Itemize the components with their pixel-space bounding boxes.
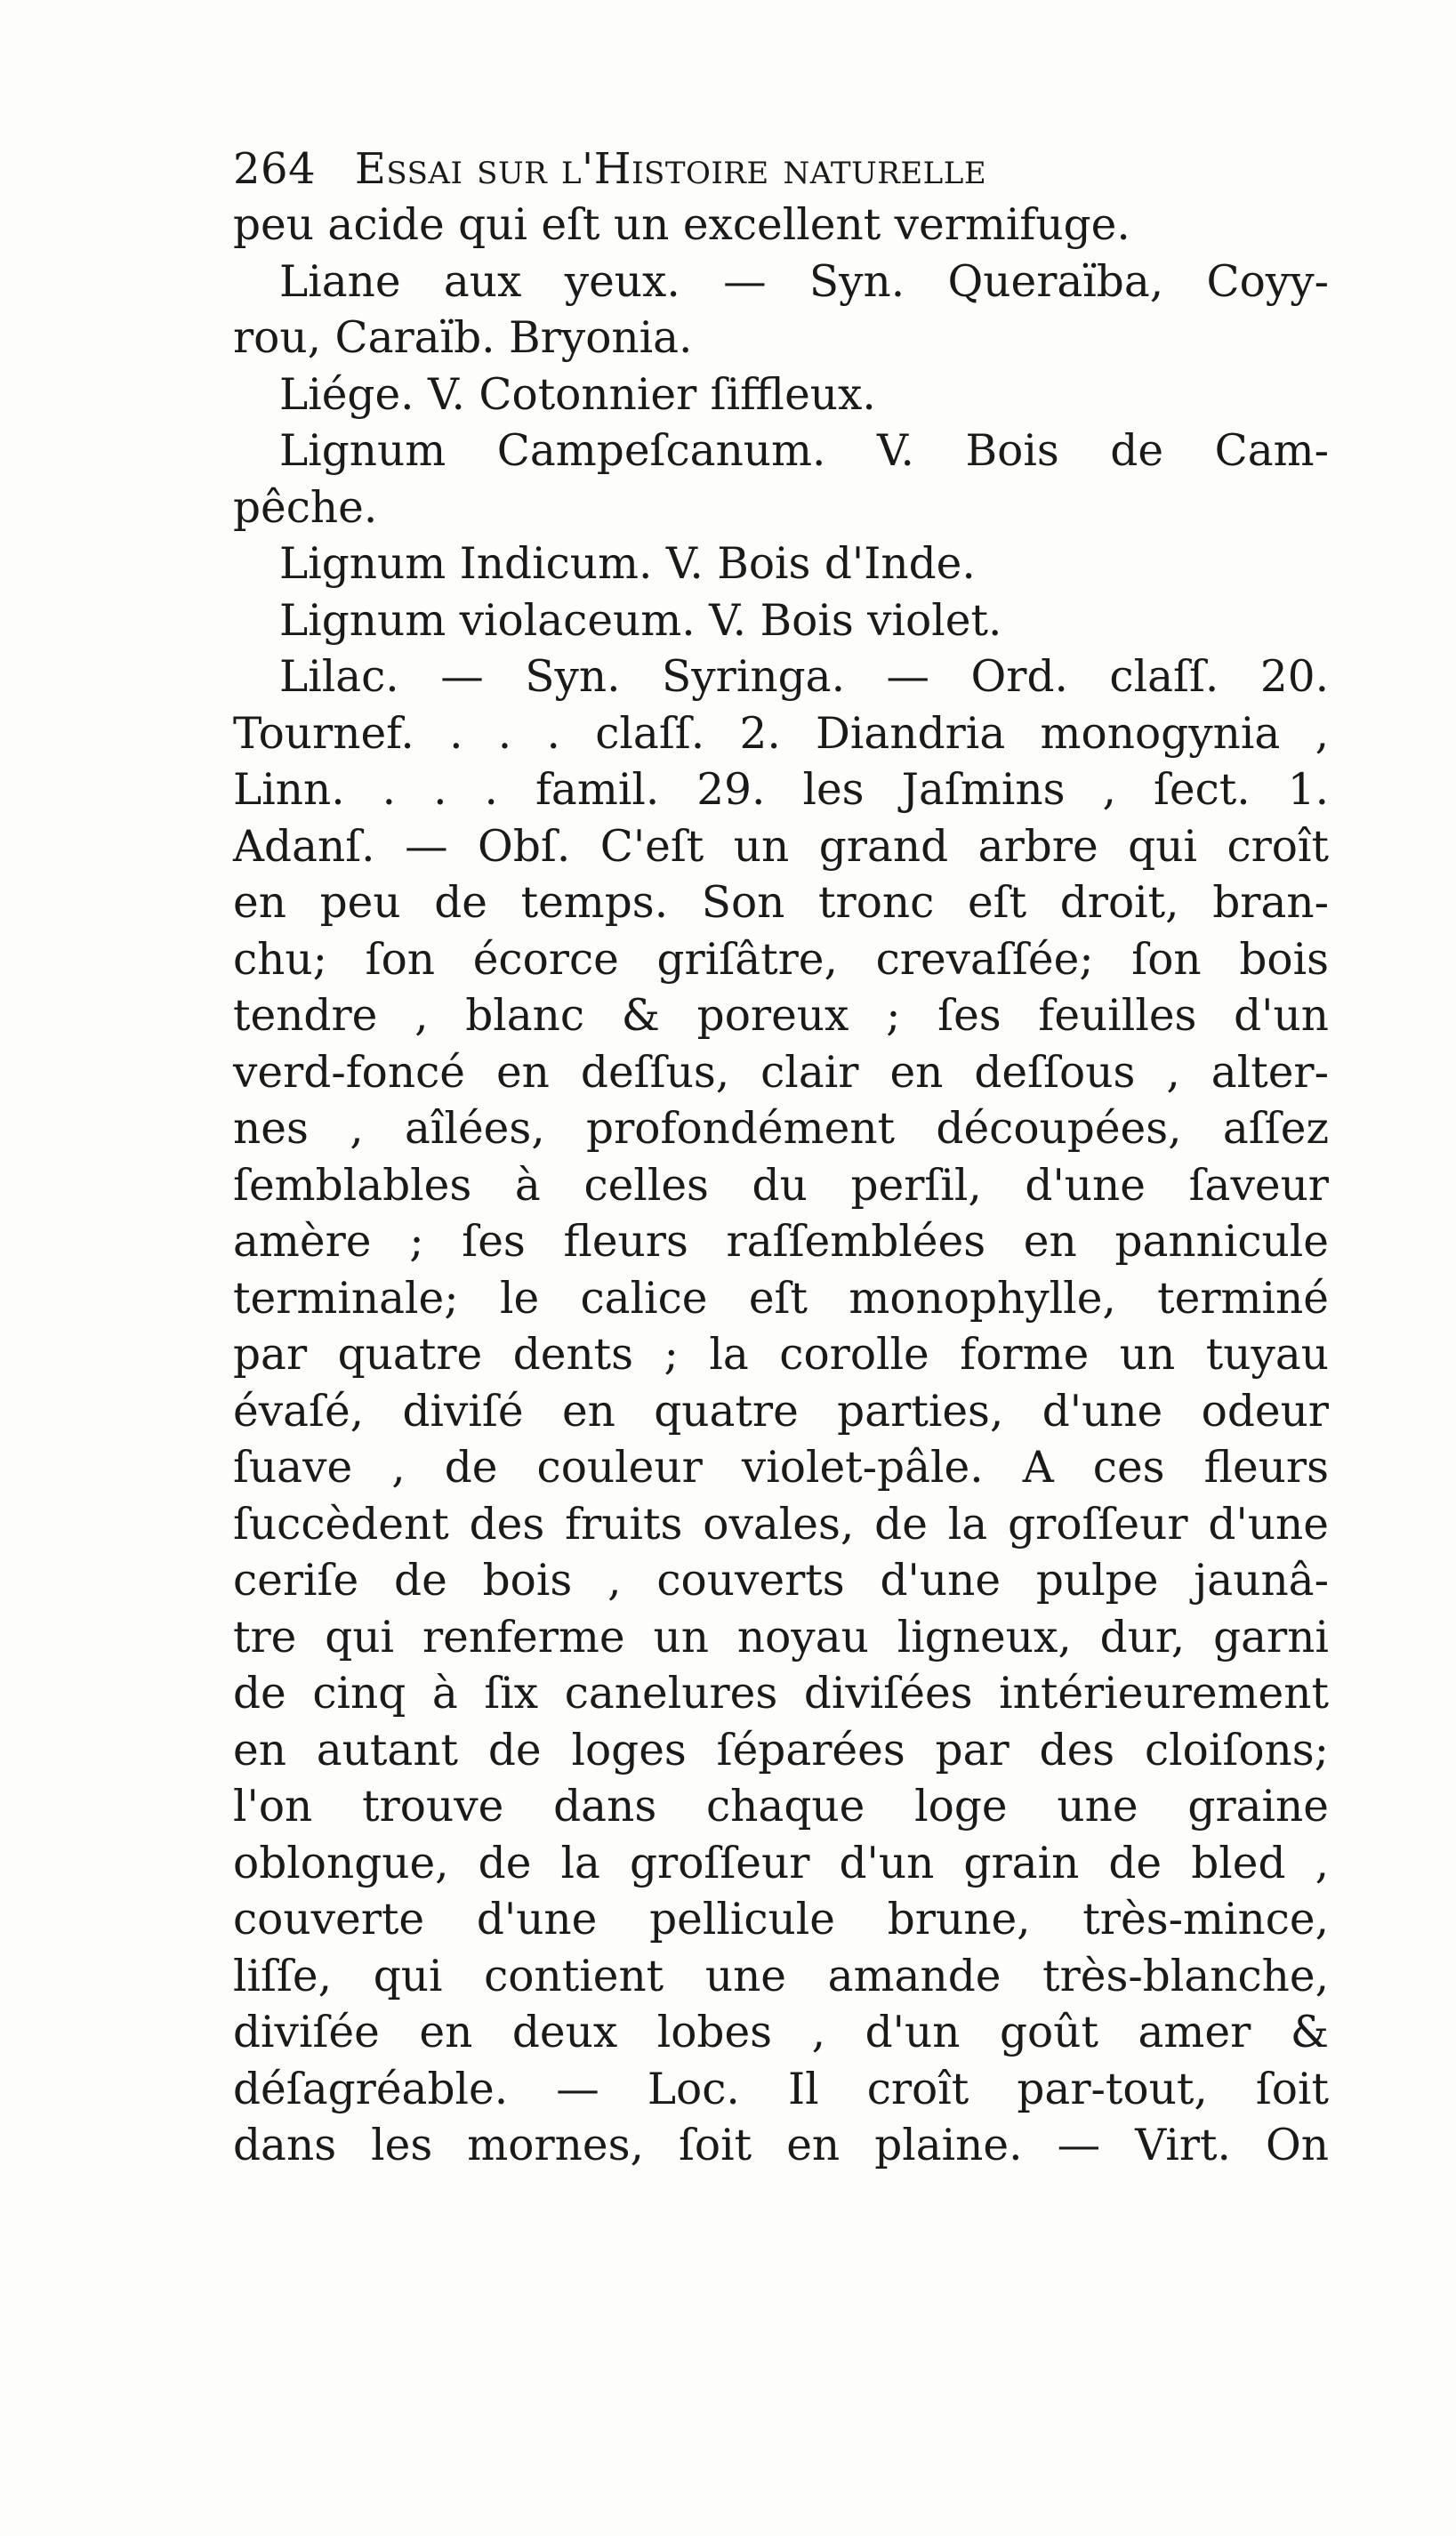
- text-line: tre qui renferme un noyau ligneux, dur, garni: [233, 1612, 1329, 1662]
- text-line: Linn. . . . famil. 29. les Jaſmins , ſect. 1.: [233, 765, 1329, 815]
- text-line: amère ; ſes fleurs raſſemblées en pannicule: [233, 1217, 1329, 1267]
- text-line: ſuave , de couleur violet-pâle. A ces fleurs: [233, 1443, 1329, 1493]
- text-line: chu; ſon écorce griſâtre, crevaſſée; ſon bois: [233, 934, 1329, 985]
- text-line: terminale; le calice eſt monophylle, terminé: [233, 1273, 1329, 1324]
- text-line: oblongue, de la groſſeur d'un grain de bled ,: [233, 1838, 1329, 1888]
- text-line: dans les mornes, ſoit en plaine. — Virt. On: [233, 2121, 1329, 2170]
- text-line: couverte d'une pellicule brune, très-mince,: [233, 1895, 1329, 1944]
- text-line: Lilac. — Syn. Syringa. — Ord. claſſ. 20.: [279, 652, 1329, 702]
- text-line: Liane aux yeux. — Syn. Queraïba, Coyy-: [279, 256, 1329, 307]
- text-line: diviſée en deux lobes , d'un goût amer &: [233, 2008, 1329, 2057]
- text-line: tendre , blanc & poreux ; ſes feuilles d'un: [233, 991, 1329, 1041]
- page-number: 264: [233, 144, 317, 194]
- text-line: en peu de temps. Son tronc eſt droit, bran-: [233, 878, 1329, 928]
- running-title: Essai sur l'Histoire naturelle: [354, 144, 987, 194]
- text-line: Liége. V. Cotonnier ſiffleux.: [279, 369, 876, 420]
- text-line: verd-foncé en deſſus, clair en deſſous , alter-: [233, 1047, 1329, 1098]
- text-line: Tournef. . . . claſſ. 2. Diandria monogynia ,: [233, 708, 1329, 759]
- text-line: Adanſ. — Obſ. C'eſt un grand arbre qui croît: [233, 821, 1329, 872]
- text-line: liſſe, qui contient une amande très-blanche,: [233, 1951, 1329, 2001]
- text-line: ſuccèdent des fruits ovales, de la groſſeur d'une: [233, 1499, 1329, 1550]
- text-line: pêche.: [233, 482, 378, 533]
- text-line: par quatre dents ; la corolle forme un tuyau: [233, 1330, 1329, 1380]
- text-line: Lignum Indicum. V. Bois d'Inde.: [279, 539, 976, 589]
- text-line: ceriſe de bois , couverts d'une pulpe jaunâ-: [233, 1556, 1329, 1606]
- text-line: en autant de loges ſéparées par des cloiſons;: [233, 1725, 1329, 1775]
- text-line: rou, Caraïb. Bryonia.: [233, 313, 693, 363]
- text-line: évaſé, diviſé en quatre parties, d'une odeur: [233, 1386, 1329, 1437]
- text-line: déſagréable. — Loc. Il croît par-tout, ſoit: [233, 2064, 1329, 2114]
- text-line: Lignum Campeſcanum. V. Bois de Cam-: [279, 426, 1329, 476]
- body-text: [233, 197, 1329, 2175]
- text-line: nes , aîlées, profondément découpées, aſſez: [233, 1104, 1329, 1154]
- text-line: l'on trouve dans chaque loge une graine: [233, 1782, 1329, 1832]
- text-line: de cinq à ſix canelures diviſées intérieurement: [233, 1669, 1329, 1719]
- text-line: peu acide qui eſt un excellent vermifuge.: [233, 200, 1130, 250]
- text-line: ſemblables à celles du perſil, d'une ſaveur: [233, 1160, 1329, 1211]
- running-header: [233, 142, 1318, 196]
- text-line: Lignum violaceum. V. Bois violet.: [279, 595, 1002, 646]
